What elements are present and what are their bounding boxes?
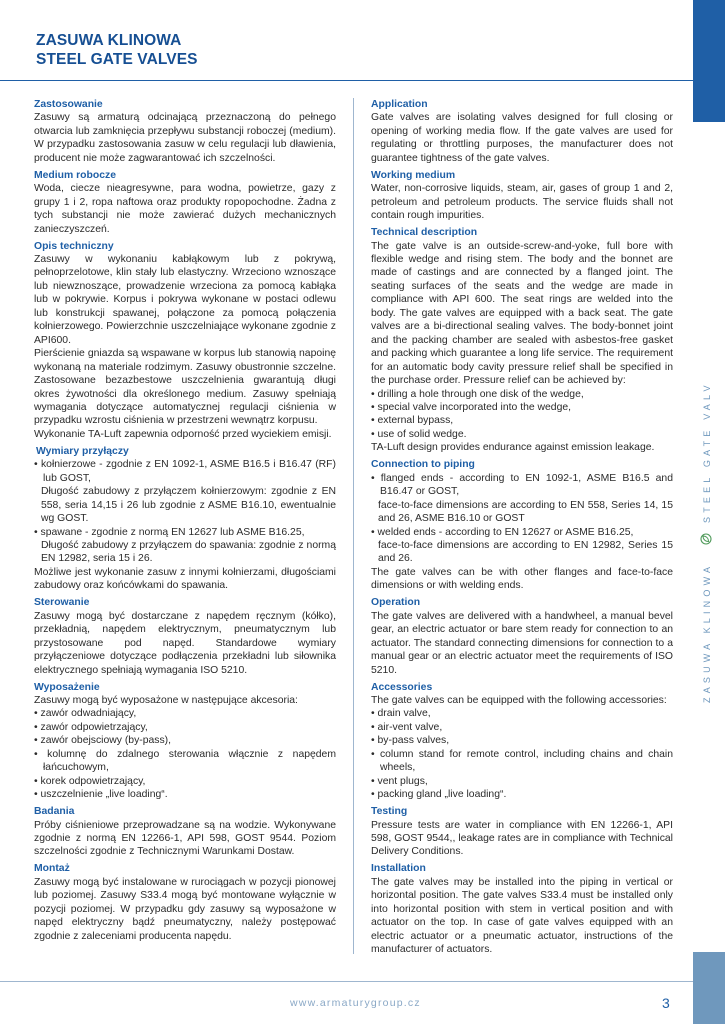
section-text: Próby ciśnieniowe przeprowadzane są na wodzie. Wykonywane zgodnie z normą EN 12266-1, API 598, GOST 9544. Poziom szczelności zgodnie z Technicznymi Warunkami Dostaw. [34, 819, 336, 858]
title-line-english: STEEL GATE VALVES [36, 51, 198, 68]
top-accent-bar [693, 0, 725, 122]
section-text: The gate valves can be equipped with the following accessories: [371, 694, 667, 706]
section-heading: Operation [371, 597, 421, 609]
list-item: • uszczelnienie „live loading“. [34, 788, 336, 801]
list-item: • special valve incorporated into the wedge, [371, 401, 673, 414]
section-heading: Wymiary przyłączy [36, 445, 129, 457]
section-heading: Montaż [34, 863, 70, 875]
list-item: • zawór odpowietrzający, [34, 721, 336, 734]
section-text: Możliwe jest wykonanie zasuw z innymi kołnierzami, długościami zabudowy oraz końcówkami do spawania. [34, 566, 336, 592]
section-heading: Accessories [371, 681, 433, 693]
section-heading: Working medium [371, 169, 456, 181]
list-item: • air-vent valve, [371, 721, 673, 734]
list-item: • zawór obejsciowy (by-pass), [34, 734, 336, 747]
section-text: Gate valves are isolating valves designed for full closing or opening of working media flow. If the gate valves are used for regulating or throttling purposes, the manufacturer does not guarantee tightness of the gate valves. [371, 112, 673, 164]
list-item: • column stand for remote control, including chains and chain wheels, [371, 748, 673, 775]
leaf-logo-icon [701, 534, 711, 544]
list-item: • packing gland „live loading“. [371, 788, 673, 801]
section-heading: Zastosowanie [34, 99, 103, 110]
section-heading: Connection to piping [371, 459, 475, 471]
section-heading: Installation [371, 863, 426, 875]
section-text: Pierścienie gniazda są wspawane w korpus lub stanowią napoinę wykonaną na materiale rodzimym. Zasuwy obustronnie szczelne. Zastosowane bezazbestowe uszczelnienia gwarantują długi okres żywotności dla określonego medium. Zasuwy spełniają wymagania dotyczące automatycznej regulacji ciśnienia w przypadku wzrostu ciśnienia w przestrzeni wewnątrz korpusu. [34, 348, 336, 427]
list-subtext: Długość zabudowy z przyłączem do spawania: zgodnie z normą EN 12982, seria 15 i 26. [41, 540, 336, 565]
list-item: • drilling a hole through one disk of the wedge, [371, 388, 673, 401]
section-text: The gate valves are delivered with a handwheel, a manual bevel gear, an electric actuator or bare stem ready for connection to an actuator. The standard connecting dimensions for connection to a manual gear or an electric actuator meet the requirements of ISO 5210. [371, 610, 673, 676]
connection-list [34, 458, 336, 485]
section-text: The gate valves may be installed into the piping in vertical or horizontal position. The gate valves S33.4 must be installed only into horizontal position with stem in vertical position and with actuator on the top. In case of gate valves equipped with an electric actuator or a pneumatic actuator, instructions of the manufacturer of actuators. [371, 876, 673, 956]
page-title [36, 31, 198, 69]
section-text: Zasuwy mogą być instalowane w rurociągach w pozycji pionowej lub poziomej. Zasuwy S33.4 mogą być montowane wyłącznie w pozycji poziomej. W przypadku gdy zasuwy są wyposażone w napęd elektryczny bądź pneumatyczny, należy postępować zgodnie z zaleceniami producenta napędu. [34, 876, 336, 942]
list-item: • by-pass valves, [371, 734, 673, 747]
english-column [371, 98, 673, 957]
section-heading: Sterowanie [34, 597, 90, 609]
section-text: Wykonanie TA-Luft zapewnia odporność przed wyciekiem emisji. [34, 428, 332, 440]
list-item: • spawane - zgodnie z normą EN 12627 lub ASME B16.25, [34, 526, 336, 539]
list-item: • zawór odwadniający, [34, 707, 336, 720]
list-item: • welded ends - according to EN 12627 or ASME B16.25, [371, 526, 673, 539]
bottom-accent-bar [693, 952, 725, 1024]
section-heading: Testing [371, 806, 408, 818]
section-text: TA-Luft design provides endurance against emission leakage. [371, 442, 655, 454]
list-item: • kołnierzowe - zgodnie z EN 1092-1, ASME B16.5 i B16.47 (RF) lub GOST, [34, 458, 336, 485]
section-text: Zasuwy mogą być dostarczane z napędem ręcznym (kółko), przekładnią, napędem elektrycznym, pneumatycznym lub przystosowane pod napęd. Standardowe wymiary przyłączeniowe dotyczące podłączenia przekładni lub siłownika elektrycznego spełniają wymagania ISO 5210. [34, 610, 336, 676]
list-item: • use of solid wedge. [371, 428, 673, 441]
list-item: • vent plugs, [371, 775, 673, 788]
section-heading: Badania [34, 806, 75, 818]
section-heading: Technical description [371, 227, 478, 239]
side-label-polish: ZASUWA KLINOWA [702, 562, 712, 703]
header-rule [0, 80, 693, 81]
side-label [700, 385, 714, 705]
section-heading: Medium robocze [34, 169, 116, 181]
polish-column [34, 98, 336, 943]
section-text: Woda, ciecze nieagresywne, para wodna, powietrze, gazy z grupy 1 i 2, ropa naftowa oraz produkty ropopochodne. Żadna z tych substancji nie może zawierać dużych mechanicznych zanieczyszczeń. [34, 183, 336, 235]
page-number: 3 [662, 995, 670, 1011]
connection-list [34, 526, 336, 539]
accessory-list [371, 707, 673, 801]
connection-list [371, 526, 673, 539]
list-item: • external bypass, [371, 414, 673, 427]
list-item: • kolumnę do zdalnego sterowania włącznie z napędem łańcuchowym, [34, 748, 336, 775]
list-item: • korek odpowietrzający, [34, 775, 336, 788]
list-item: • flanged ends - according to EN 1092-1, ASME B16.5 and B16.47 or GOST, [371, 472, 673, 499]
section-text: Pressure tests are water in compliance with EN 12266-1, API 598, GOST 9544,, leakage rates are in compliance with Technical Delivery Conditions. [371, 819, 673, 858]
section-text: The gate valve is an outside-screw-and-yoke, full bore with flexible wedge and rising stem. The body and the bonnet are made of castings and are connected by a flanged joint. The seating surfaces of the seats and the wedge are made in compliance with API 600. The seat rings are welded into the body. The gate valves are equipped with a back seat. The gate valves are a bi-directional sealing valves. The body-bonnet joint and the packing chamber are sealed with asbestos-free gasket and packing which guarantee a long life service. The requirement for an automatic body cavity pressure relief shall be specified in the purchase order. Pressure relief can be achieved by: [371, 240, 673, 387]
section-text: The gate valves can be with other flanges and face-to-face dimensions or with welding ends. [371, 566, 673, 592]
list-item: • drain valve, [371, 707, 673, 720]
accessory-list [34, 707, 336, 801]
section-heading: Wyposażenie [34, 681, 100, 693]
section-heading: Application [371, 99, 428, 110]
section-text: Zasuwy w wykonaniu kabłąkowym lub z pokrywą, pełnoprzelotowe, klin stały lub elastyczny. Wrzeciono wznoszące lub niewznoszące, prowadzenie wrzeciona za pomocą kabłąka lub w pokrywie. Korpus i pokrywa wykonane w postaci odlewu lub konstrukcji spawanej, połączone za pomocą połączenia kołnierzowego. Powierzchnie uszczelniające wykonane zgodnie z API600. [34, 253, 336, 346]
section-text: Water, non-corrosive liquids, steam, air, gases of group 1 and 2, petroleum and petroleum products. The service fluids shall not contain rough impurities. [371, 183, 673, 222]
list-subtext: Długość zabudowy z przyłączem kołnierzowym: zgodnie z EN 558, seria 14,15 i 26 lub zgodnie z ASME B16.10, ewentualnie wg GOST. [41, 486, 336, 525]
connection-list [371, 472, 673, 499]
footer-website-link[interactable]: www.armaturygroup.cz [290, 997, 421, 1009]
title-line-polish: ZASUWA KLINOWA [36, 32, 182, 49]
footer-rule [0, 981, 693, 982]
list-subtext: face-to-face dimensions are according to EN 558, Series 14, 15 and 26, ASME B16.10 or GOST [378, 499, 673, 525]
section-text: Zasuwy mogą być wyposażone w następujące akcesoria: [34, 694, 298, 706]
pressure-relief-list [371, 388, 673, 442]
list-subtext: face-to-face dimensions are according to EN 12982, Series 15 and 26. [378, 540, 673, 565]
side-label-english: STEEL GATE VALVES [702, 385, 712, 523]
section-text: Zasuwy są armaturą odcinającą przeznaczoną do pełnego otwarcia lub zamknięcia przepływu substancji roboczej (medium). W przypadku zastosowania zasuw w celu regulacji lub dławienia, producent nie może zagwarantować ich szczelności. [34, 112, 336, 164]
section-heading: Opis techniczny [34, 240, 114, 252]
column-divider [353, 98, 354, 954]
